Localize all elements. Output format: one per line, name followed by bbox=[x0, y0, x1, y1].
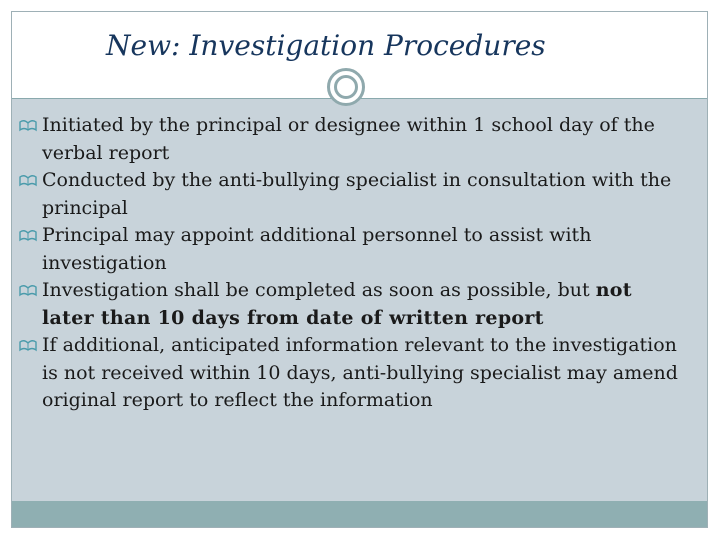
bullet-item bbox=[19, 332, 689, 415]
circle-ornament-icon bbox=[327, 68, 365, 106]
open-book-bullet-icon bbox=[19, 118, 37, 132]
footer-bar bbox=[12, 501, 707, 527]
bullet-text: Investigation shall be completed as soon as possible, but bbox=[42, 279, 590, 301]
bullet-text: Initiated by the principal or designee within 1 school day of the verbal report bbox=[42, 114, 655, 164]
slide-title: New: Investigation Procedures bbox=[106, 29, 546, 62]
bullet-item bbox=[19, 222, 689, 277]
bullet-item bbox=[19, 167, 689, 222]
bullet-item bbox=[19, 112, 689, 167]
open-book-bullet-icon bbox=[19, 228, 37, 242]
bullet-emphasis-text: not later than 10 days from date of written report bbox=[42, 279, 632, 329]
open-book-bullet-icon bbox=[19, 173, 37, 187]
open-book-bullet-icon bbox=[19, 338, 37, 352]
bullet-list bbox=[19, 112, 689, 415]
bullet-text: If additional, anticipated information relevant to the investigation is not received within 10 days, anti-bullying specialist may amend original report to reflect the information bbox=[42, 334, 678, 411]
bullet-item bbox=[19, 277, 689, 332]
bullet-text: Conducted by the anti-bullying specialist in consultation with the principal bbox=[42, 169, 672, 219]
bullet-text: Principal may appoint additional personnel to assist with investigation bbox=[42, 224, 592, 274]
open-book-bullet-icon bbox=[19, 283, 37, 297]
